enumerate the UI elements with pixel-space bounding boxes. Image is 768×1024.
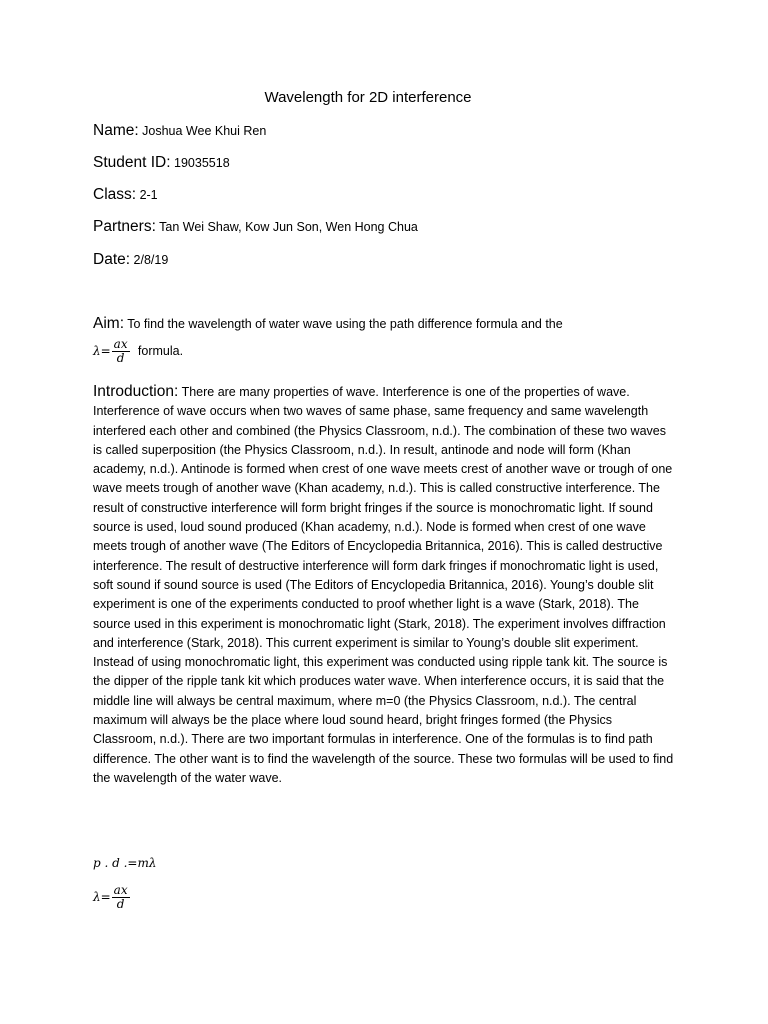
- fraction-denominator: d: [116, 351, 125, 365]
- aim-text-end: formula.: [137, 344, 184, 358]
- lambda-symbol: λ: [93, 890, 101, 904]
- path-difference-formula: p . d .=mλ: [93, 856, 157, 870]
- student-id-field: [93, 154, 230, 172]
- aim-label: Aim:: [93, 315, 124, 332]
- introduction-section: [93, 382, 678, 788]
- lambda-symbol: λ: [93, 344, 101, 358]
- aim-section: [93, 315, 693, 333]
- partners-value: Tan Wei Shaw, Kow Jun Son, Wen Hong Chua: [159, 220, 418, 234]
- date-value: 2/8/19: [133, 253, 169, 267]
- fraction-denominator: d: [116, 897, 125, 911]
- fraction: [112, 338, 130, 365]
- wavelength-formula: [93, 884, 131, 911]
- introduction-text: There are many properties of wave. Interference is one of the properties of wave. Interference of wave occurs when two waves of same phase, same frequency and same wavelength interfered each other and combined (the Physics Classroom, n.d.). The combination of these two waves is called superposition (the Physics Classroom, n.d.). In result, antinode and node will form (Khan academy, n.d.). Antinode is formed when crest of one wave meets crest of another wave or trough of one wave meets trough of another wave (Khan academy, n.d.). This is called constructive interference. The result of constructive interference will form bright fringes if the source is monochromatic light. If sound source is used, loud sound produced (Khan academy, n.d.). Node is formed when crest of one wave meets trough of another wave (The Editors of Encyclopedia Britannica, 2016). This is called destructive interference. The result of destructive interference will form dark fringes if monochromatic light is used, soft sound if sound source is used (The Editors of Encyclopedia Britannica, 2016). Young’s double slit experiment is one of the experiments conducted to proof whether light is a wave (Stark, 2018). The source used in this experiment is monochromatic light (Stark, 2018). The experiment involves diffraction and interference (Stark, 2018). This current experiment is similar to Young’s double slit experiment. Instead of using monochromatic light, this experiment was conducted using ripple tank kit. The source is the dipper of the ripple tank kit which produces water wave. When interference occurs, it is said that the middle line will always be central maximum, where m=0 (the Physics Classroom, n.d.). The central maximum will always be the place where loud sound heard, bright fringes formed (the Physics Classroom, n.d.). There are two important formulas in interference. One of the formulas is to find path difference. The other want is to find the wavelength of the source. These two formulas will be used to find the wavelength of the water wave.: [93, 385, 674, 785]
- student-id-label: Student ID:: [93, 154, 171, 171]
- fraction-numerator: ax: [113, 883, 128, 897]
- partners-field: [93, 218, 418, 236]
- partners-label: Partners:: [93, 218, 156, 235]
- aim-formula-line: [93, 338, 183, 365]
- introduction-label: Introduction:: [93, 383, 179, 400]
- name-label: Name:: [93, 122, 139, 139]
- name-value: Joshua Wee Khui Ren: [142, 124, 267, 138]
- class-value: 2-1: [139, 188, 158, 202]
- name-field: [93, 122, 266, 140]
- aim-formula: [93, 337, 134, 365]
- equals-sign: =: [100, 890, 111, 904]
- fraction-numerator: ax: [113, 337, 128, 351]
- student-id-value: 19035518: [174, 156, 230, 170]
- fraction: [112, 884, 130, 911]
- date-label: Date:: [93, 251, 131, 268]
- class-label: Class:: [93, 186, 137, 203]
- aim-text: To find the wavelength of water wave using the path difference formula and the: [127, 317, 563, 331]
- equals-sign: =: [100, 344, 111, 358]
- document-title: Wavelength for 2D interference: [264, 89, 472, 106]
- class-field: [93, 186, 158, 204]
- date-field: [93, 251, 168, 269]
